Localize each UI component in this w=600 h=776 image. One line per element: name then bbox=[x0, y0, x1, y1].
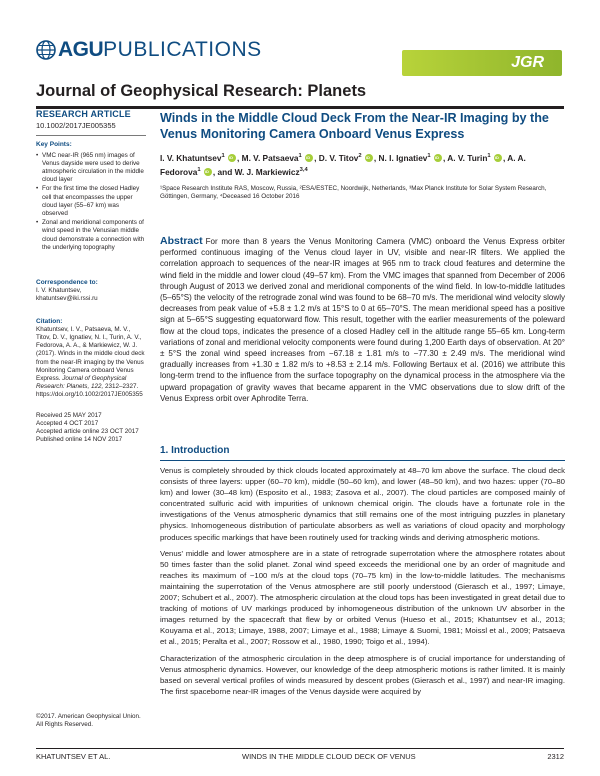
abstract-heading: Abstract bbox=[160, 235, 203, 247]
orcid-icon[interactable] bbox=[365, 154, 373, 162]
author: D. V. Titov$^2$ iD bbox=[319, 153, 374, 163]
key-points-list bbox=[36, 152, 146, 252]
divider bbox=[36, 135, 146, 136]
logo-agu-text: AGU bbox=[58, 38, 104, 61]
citation-pages-doi[interactable]: 2312–2327. https://doi.org/10.1002/2017JE005355 bbox=[36, 383, 143, 399]
author: M. V. Patsaeva$^1$ iD bbox=[242, 153, 314, 163]
introduction-body bbox=[160, 465, 565, 702]
citation-text bbox=[36, 326, 146, 400]
page-header bbox=[0, 0, 600, 80]
footer-authors: KHATUNTSEV ET AL. bbox=[36, 752, 111, 761]
key-points-heading: Key Points: bbox=[36, 141, 72, 149]
body-paragraph: Venus is completely shrouded by thick clouds located approximately at 48–70 km above the surface. The cloud deck consists of three layers: upper (60–70 km), middle (50–60 km), and lower (48–50 km), and two hazes: upper (70–80 km) and lower (30–48 km) (Esposito et al., 1983; Zasova et al., 2007). The cloud particles are composed mainly of concentrated sulfuric acid with impurities of unknown chemical origin. The clouds have a fortunate role in the investigations of the Venus atmospheric dynamics that still remains one of the most intriguing puzzles in planetary physics. Inhomogeneous distribution of particulate absorbers as well as variations of cloud opacity and morphology produces specific markings that have been routinely used for tracking winds and deriving atmospheric motions. bbox=[160, 466, 565, 542]
author: W. J. Markiewicz$^{3,4}$ bbox=[234, 167, 308, 178]
correspondence-heading: Correspondence to: bbox=[36, 279, 98, 287]
published-online-date: Published online 14 NOV 2017 bbox=[36, 436, 123, 444]
correspondence-name: I. V. Khatuntsev, bbox=[36, 287, 82, 295]
journal-bar bbox=[36, 82, 564, 109]
jgr-badge bbox=[402, 50, 562, 76]
logo-publications-text: PUBLICATIONS bbox=[103, 38, 262, 61]
body-paragraph: Characterization of the atmospheric circulation in the deep atmosphere is of crucial importance for understanding of Venus atmospheric dynamics. However, our knowledge of the deep atmospheric motions is rather limited. It is mainly based on several vertical profiles of winds measured by descent probes (Gierasch et al., 1997) and near-IR imaging. The first spaceborne near-IR images of the Venus dayside were acquired by bbox=[160, 653, 565, 696]
footer-running-title: WINDS IN THE MIDDLE CLOUD DECK OF VENUS bbox=[242, 752, 416, 761]
copyright-line-1: ©2017. American Geophysical Union. bbox=[36, 713, 141, 720]
author-list: I. V. Khatuntsev$^1$ iD , M. V. Patsaeva$^1$ iD , D. V. Titov$^2$ iD , N. I. Ignatiev$^1$ iD , A. V. Turin$^1$ iD , A. A. Fedorova$^1$ iD , and W. J. Markiewicz$^{3,4}$ bbox=[160, 150, 565, 179]
section-heading bbox=[160, 445, 565, 461]
agu-publications-logo bbox=[36, 38, 262, 62]
orcid-icon[interactable] bbox=[434, 154, 442, 162]
article-type: RESEARCH ARTICLE bbox=[36, 109, 131, 119]
sidebar bbox=[36, 110, 146, 445]
abstract bbox=[160, 236, 565, 404]
author: A. A. Fedorova$^1$ iD bbox=[160, 153, 526, 177]
jgr-badge-label: JGR bbox=[511, 54, 544, 71]
orcid-icon[interactable] bbox=[305, 154, 313, 162]
article-header bbox=[160, 110, 565, 202]
orcid-icon[interactable] bbox=[204, 168, 212, 176]
citation-heading: Citation: bbox=[36, 317, 63, 325]
accepted-date: Accepted 4 OCT 2017 bbox=[36, 419, 99, 427]
paper-title: Winds in the Middle Cloud Deck From the Near-IR Imaging by the Venus Monitoring Camera Onboard Venus Express bbox=[160, 111, 549, 141]
citation-journal: Journal of Geophysical Research: Planets, 122, bbox=[36, 375, 127, 391]
affiliations: ¹Space Research Institute RAS, Moscow, Russia, ²ESA/ESTEC, Noordwijk, Netherlands, ³Max Planck Institute for Solar System Research, Göttingen, Germany, ⁴Deceased 16 October 2016 bbox=[160, 184, 547, 201]
body-paragraph: Venus' middle and lower atmosphere are in a state of retrograde superrotation where the atmosphere rotates about 50 times faster than the solid planet. Zonal wind speed exceeds the meridional one by an order of magnitude and reaches its maximum of ~100 m/s at the cloud tops (70–75 km) in the low-to-middle latitudes. The mechanisms maintaining the superrotation of the Venus atmosphere are still poorly understood (Gierasch et al., 1997; Limaye, 2007; Schubert et al., 2007). The atmospheric circulation at the cloud tops has been investigated in great detail due to tracking of motions of UV markings produced by inhomogeneous distribution of the unknown UV absorber in the images returned by the spacecraft that flew by or orbited Venus (Hueso et al., 2015; Khatuntsev et al., 2013; Kouyama et al., 2013; Limaye, 1988, 2007; Limaye et al., 1988; Limaye & Suomi, 1981; Moissl et al., 2009; Patsaeva et al., 2015; Peralta et al., 2007; Rossow et al., 1980, 1990; Toigo et al., 1994). bbox=[160, 548, 565, 647]
page-number: 2312 bbox=[547, 752, 564, 761]
copyright-line-2: All Rights Reserved. bbox=[36, 721, 94, 729]
key-point: • Zonal and meridional components of wind speed in the Venusian middle cloud demonstrate a connection with the underlying topography bbox=[36, 219, 146, 252]
key-point: • VMC near-IR (965 nm) images of Venus dayside were used to derive atmospheric circulation in the middle cloud layer bbox=[36, 152, 146, 185]
journal-title: Journal of Geophysical Research: Planets bbox=[36, 82, 367, 100]
orcid-icon[interactable] bbox=[228, 154, 236, 162]
publication-dates bbox=[36, 412, 146, 445]
globe-icon bbox=[36, 40, 56, 60]
orcid-icon[interactable] bbox=[494, 154, 502, 162]
author: I. V. Khatuntsev$^1$ iD bbox=[160, 153, 237, 163]
introduction-heading: 1. Introduction bbox=[160, 445, 565, 461]
received-date: Received 25 MAY 2017 bbox=[36, 411, 102, 419]
author: A. V. Turin$^1$ iD bbox=[447, 153, 503, 163]
citation-authors-title: Khatuntsev, I. V., Patsaeva, M. V., Titov, D. V., Ignatiev, N. I., Turin, A. V., Fedorova, A. A., & Markiewicz, W. J. (2017). Winds in the middle cloud deck from the near-IR imaging by the Venus Monitoring Camera onboard Venus Express. bbox=[36, 325, 145, 383]
accepted-online-date: Accepted article online 23 OCT 2017 bbox=[36, 428, 139, 436]
key-point: • For the first time the closed Hadley cell that encompasses the upper cloud layer (55–67 km) was observed bbox=[36, 185, 146, 218]
correspondence-email[interactable]: khatuntsev@iki.rssi.ru bbox=[36, 295, 98, 303]
abstract-text: For more than 8 years the Venus Monitoring Camera (VMC) onboard the Venus Express orbiter performed continuous imaging of the Venus cloud layer in UV, visible and near-IR filters. We applied the correlation approach to sequences of the near-IR images at 965 nm to track cloud features and determine the wind field in the middle and lower cloud (49–57 km). From the VMC images that spanned from December of 2006 through August of 2013 we derived zonal and meridional components of the wind field. In low-to-middle latitudes (5–65°S) the velocity of the retrograde zonal wind was found to be 68–70 m/s. The meridional wind velocity slowly decreases from peak value of +5.8 ± 1.2 m/s at 15°S to 0 at 65–70°S. The mean meridional speed has a positive sign at 5–65°S suggesting equatorward flow. This result, together with the earlier measurements of the poleward flow at the cloud tops, indicates the presence of a closed Hadley cell in the altitude range 55–65 km. Long-term variations of zonal and meridional velocity components were found during 1,200 Earth days of observation. At 20° ± 5°S the zonal wind speed increases from −67.18 ± 1.81 m/s to −77.30 ± 2.49 m/s. The meridional wind gradually increases from +1.30 ± 1.82 m/s to +8.53 ± 2.14 m/s. Following Bertaux et al. (2016) we attribute this long-term trend to the influence from the surface topography on the dynamical process in the atmosphere via the upward propagation of gravity waves that became apparent in the VMC observations due to slow drift of the Venus Express orbit over Aphrodite Terra. bbox=[160, 237, 565, 403]
doi[interactable]: 10.1002/2017JE005355 bbox=[36, 121, 116, 131]
copyright bbox=[36, 713, 146, 729]
page-footer bbox=[36, 748, 564, 761]
author: N. I. Ignatiev$^1$ iD bbox=[379, 153, 443, 163]
